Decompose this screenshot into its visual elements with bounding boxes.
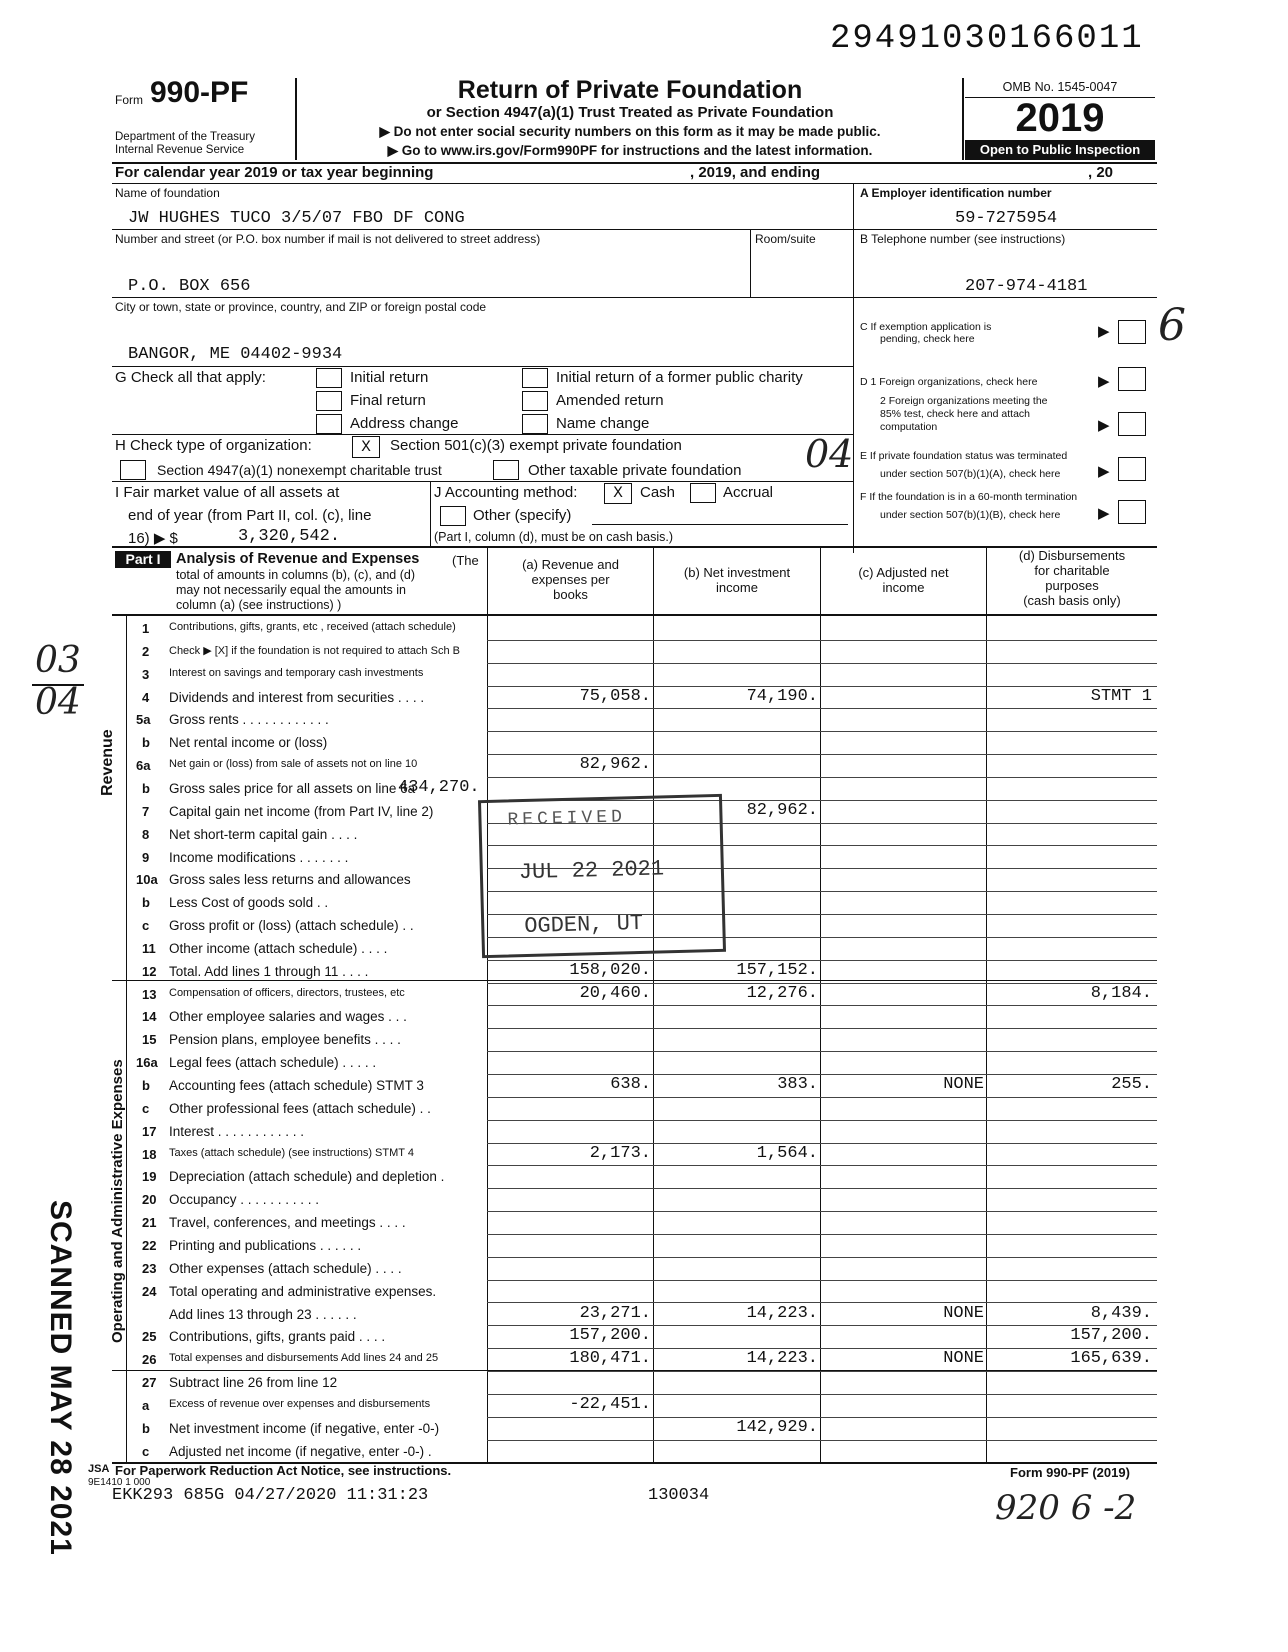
table-row bbox=[0, 1441, 1288, 1464]
cell-col-a[interactable]: 638. bbox=[610, 1075, 651, 1094]
table-row bbox=[0, 709, 1288, 732]
cell-col-a[interactable]: 82,962. bbox=[579, 755, 651, 775]
fmv-value[interactable]: 3,320,542. bbox=[238, 527, 341, 546]
table-row bbox=[0, 1281, 1288, 1304]
form-name: 990-PF bbox=[150, 76, 249, 109]
foundation-name[interactable]: JW HUGHES TUCO 3/5/07 FBO DF CONG bbox=[128, 209, 465, 228]
line-number: b bbox=[142, 780, 150, 796]
check-c-line2: pending, check here bbox=[880, 333, 975, 345]
part1-desc2: total of amounts in columns (b), (c), and (d) bbox=[176, 568, 415, 582]
line-description: Total operating and administrative expenses. bbox=[169, 1283, 437, 1299]
check-f1: F If the foundation is in a 60-month termination bbox=[860, 491, 1078, 503]
address-change-label: Address change bbox=[350, 415, 459, 432]
line-description: Less Cost of goods sold . . bbox=[169, 895, 329, 911]
part1-tag: Part I bbox=[115, 551, 171, 568]
line-number: a bbox=[142, 1397, 150, 1413]
line-number: 19 bbox=[142, 1169, 157, 1185]
section-i-line1: I Fair market value of all assets at bbox=[115, 484, 340, 501]
line-description: Gross rents . . . . . . . . . . . . bbox=[169, 712, 329, 728]
name-change-label: Name change bbox=[556, 415, 650, 432]
calendar-end: , 20 bbox=[1088, 164, 1114, 181]
document-id: 29491030166011 bbox=[830, 20, 1144, 58]
accrual-label: Accrual bbox=[723, 484, 774, 501]
line-description: Accounting fees (attach schedule) STMT 3 bbox=[169, 1078, 424, 1093]
line-description: Net short-term capital gain . . . . bbox=[169, 826, 358, 842]
footer-jsa: JSA bbox=[88, 1463, 110, 1475]
line-description: Gross sales price for all assets on line 6a bbox=[169, 780, 416, 796]
opt-501c3-label: Section 501(c)(3) exempt private foundation bbox=[390, 437, 682, 454]
line-description: Contributions, gifts, grants, etc , received (attach schedule) bbox=[169, 621, 456, 633]
cash-label: Cash bbox=[640, 484, 676, 501]
cell-col-d[interactable]: 165,639. bbox=[1070, 1349, 1152, 1369]
scanned-stamp: SCANNED MAY 28 2021 bbox=[44, 1200, 77, 1556]
footer-batch: EKK293 685G 04/27/2020 11:31:23 bbox=[112, 1486, 429, 1505]
table-row bbox=[0, 1258, 1288, 1281]
street-label: Number and street (or P.O. box number if mail is not delivered to street address) bbox=[115, 232, 541, 246]
tax-year: 2019 bbox=[1015, 96, 1105, 140]
table-row bbox=[0, 687, 1288, 710]
line-number: 21 bbox=[142, 1215, 157, 1231]
footer-form-ref: Form 990-PF (2019) bbox=[1010, 1465, 1130, 1480]
table-row bbox=[0, 755, 1288, 778]
line-number: 23 bbox=[142, 1260, 157, 1276]
cell-col-c[interactable]: NONE bbox=[943, 1349, 984, 1369]
line-number: 16a bbox=[136, 1055, 158, 1071]
check-d2b: 85% test, check here and attach bbox=[880, 408, 1031, 420]
table-row bbox=[0, 1395, 1288, 1418]
check-d2c: computation bbox=[880, 421, 938, 433]
line-description: Net gain or (loss) from sale of assets not on line 10 bbox=[169, 758, 418, 771]
line-number: 22 bbox=[142, 1237, 157, 1253]
line-number: 9 bbox=[142, 849, 150, 865]
check-d2a: 2 Foreign organizations meeting the bbox=[880, 395, 1048, 407]
line-number: b bbox=[142, 1078, 150, 1093]
line-description: Excess of revenue over expenses and disbursements bbox=[169, 1397, 431, 1410]
line-description: Gross profit or (loss) (attach schedule) . . bbox=[169, 918, 414, 934]
line-description: Total expenses and disbursements Add lines 24 and 25 bbox=[169, 1352, 439, 1365]
part1-desc3: may not necessarily equal the amounts in bbox=[176, 583, 406, 597]
amended-return-label: Amended return bbox=[556, 392, 664, 409]
calendar-year-label: For calendar year 2019 or tax year beginning bbox=[115, 164, 434, 181]
col-d-header: (d) Disbursements for charitable purposes (cash basis only) bbox=[1018, 548, 1126, 608]
line-number: b bbox=[142, 735, 150, 751]
handwritten-date-top: 03 bbox=[35, 640, 81, 681]
table-row bbox=[0, 984, 1288, 1007]
table-row bbox=[0, 732, 1288, 755]
cell-col-b[interactable]: 157,152. bbox=[736, 960, 818, 980]
opt-other-taxable-label: Other taxable private foundation bbox=[528, 462, 742, 479]
line-description: Capital gain net income (from Part IV, line 2) bbox=[169, 803, 434, 819]
cell-col-b[interactable]: 1,564. bbox=[756, 1143, 818, 1163]
table-row bbox=[0, 1144, 1288, 1167]
line-description: Income modifications . . . . . . . bbox=[169, 849, 349, 865]
cell-col-a[interactable]: 158,020. bbox=[569, 960, 651, 980]
initial-former-label: Initial return of a former public charity bbox=[556, 369, 803, 386]
checkbox-address-change[interactable] bbox=[316, 414, 342, 434]
table-row bbox=[0, 1326, 1288, 1349]
line-number: 27 bbox=[142, 1375, 157, 1391]
cell-col-d[interactable]: STMT 1 bbox=[1090, 686, 1152, 706]
cash-basis-note: (Part I, column (d), must be on cash basis.) bbox=[434, 530, 673, 544]
phone-label: B Telephone number (see instructions) bbox=[860, 232, 1066, 246]
form-subtitle: or Section 4947(a)(1) Trust Treated as Private Foundation bbox=[426, 104, 834, 121]
cell-col-b[interactable]: 12,276. bbox=[746, 983, 818, 1003]
line-number: c bbox=[142, 1443, 150, 1459]
line-number: 4 bbox=[142, 689, 150, 705]
line-number: b bbox=[142, 1420, 150, 1436]
line-description: Interest on savings and temporary cash investments bbox=[169, 666, 424, 679]
handwritten-bottom: 920 6 -2 bbox=[995, 1488, 1137, 1528]
footer-code: 9E1410 1 000 bbox=[88, 1477, 151, 1488]
checkbox-501c3[interactable]: X bbox=[352, 436, 380, 458]
table-row bbox=[0, 1235, 1288, 1258]
checkbox-amended-return[interactable] bbox=[522, 391, 548, 411]
table-row bbox=[0, 1166, 1288, 1189]
initial-return-label: Initial return bbox=[350, 369, 429, 386]
received-stamp: RECEIVED JUL 22 2021 OGDEN, UT bbox=[478, 794, 726, 958]
line-number: 15 bbox=[142, 1032, 157, 1048]
table-row bbox=[0, 1121, 1288, 1144]
line-number: 17 bbox=[142, 1123, 157, 1139]
table-row bbox=[0, 1372, 1288, 1395]
cell-col-a[interactable]: 75,058. bbox=[579, 686, 651, 706]
checkbox-initial-former[interactable] bbox=[522, 368, 548, 388]
section-i-line2: end of year (from Part II, col. (c), line bbox=[128, 507, 372, 524]
checkbox-4947[interactable] bbox=[120, 460, 146, 480]
line-description: Dividends and interest from securities . . . . bbox=[169, 689, 425, 705]
line-number: c bbox=[142, 1100, 150, 1116]
section-g-label: G Check all that apply: bbox=[115, 369, 266, 386]
line-description: Occupancy . . . . . . . . . . . bbox=[169, 1192, 320, 1208]
calendar-mid: , 2019, and ending bbox=[690, 164, 821, 181]
line-number: 13 bbox=[142, 986, 157, 1002]
line-number: 25 bbox=[142, 1329, 157, 1345]
room-label: Room/suite bbox=[755, 232, 816, 246]
opt-4947-label: Section 4947(a)(1) nonexempt charitable trust bbox=[157, 462, 442, 478]
line-description: Add lines 13 through 23 . . . . . . bbox=[169, 1306, 357, 1322]
cell-col-a[interactable]: 157,200. bbox=[569, 1326, 651, 1346]
cell-col-b[interactable]: 82,962. bbox=[746, 800, 818, 820]
part1-desc4: column (a) (see instructions) ) bbox=[176, 598, 342, 612]
cell-col-b[interactable]: 383. bbox=[777, 1075, 818, 1094]
table-row bbox=[0, 1029, 1288, 1052]
cell-col-d[interactable]: 8,439. bbox=[1090, 1303, 1152, 1323]
name-label: Name of foundation bbox=[115, 186, 220, 200]
handwritten-date-bottom: 04 bbox=[35, 682, 81, 723]
ssn-note: ▶ Do not enter social security numbers on this form as it may be made public. bbox=[379, 124, 881, 139]
check-c-line1: C If exemption application is bbox=[860, 321, 992, 333]
checkbox-e-terminated[interactable] bbox=[1118, 457, 1146, 481]
section-h-label: H Check type of organization: bbox=[115, 437, 312, 454]
line-number: 12 bbox=[142, 963, 157, 979]
table-row bbox=[0, 1098, 1288, 1121]
cell-col-b[interactable]: 142,929. bbox=[736, 1417, 818, 1437]
check-f2: under section 507(b)(1)(B), check here bbox=[880, 509, 1061, 521]
handwritten-six: 6 bbox=[1158, 300, 1186, 351]
footer-paperwork: For Paperwork Reduction Act Notice, see instructions. bbox=[115, 1463, 452, 1478]
line-description: Contributions, gifts, grants paid . . . . bbox=[169, 1329, 386, 1345]
check-e1: E If private foundation status was terminated bbox=[860, 450, 1068, 462]
omb-number: OMB No. 1545-0047 bbox=[1002, 80, 1118, 94]
cell-col-d[interactable]: 157,200. bbox=[1070, 1326, 1152, 1346]
line6b-value[interactable]: 434,270. bbox=[398, 778, 480, 797]
line-number: c bbox=[142, 918, 150, 934]
line-description: Net rental income or (loss) bbox=[169, 735, 328, 751]
checkbox-name-change[interactable] bbox=[522, 414, 548, 434]
line-description: Check ▶ [X] if the foundation is not required to attach Sch B bbox=[169, 644, 460, 657]
checkbox-d2-85pct[interactable] bbox=[1118, 412, 1146, 436]
line-number: 1 bbox=[142, 621, 150, 636]
footer-batch-number: 130034 bbox=[648, 1486, 710, 1505]
line-description: Other income (attach schedule) . . . . bbox=[169, 940, 388, 956]
line-description: Interest . . . . . . . . . . . . bbox=[169, 1123, 305, 1139]
cell-col-c[interactable]: NONE bbox=[943, 1303, 984, 1323]
line-description: Depreciation (attach schedule) and depletion . bbox=[169, 1169, 445, 1185]
line-description: Total. Add lines 1 through 11 . . . . bbox=[169, 963, 369, 979]
checkbox-cash[interactable]: X bbox=[604, 483, 632, 504]
table-row bbox=[0, 1075, 1288, 1098]
form-title: Return of Private Foundation bbox=[457, 76, 803, 104]
table-row bbox=[0, 1212, 1288, 1235]
city-label: City or town, state or province, country, and ZIP or foreign postal code bbox=[115, 300, 487, 314]
line-description: Net investment income (if negative, enter -0-) bbox=[169, 1420, 440, 1436]
cell-col-c[interactable]: NONE bbox=[943, 1075, 984, 1094]
checkbox-f-60month[interactable] bbox=[1118, 500, 1146, 524]
cell-col-d[interactable]: 255. bbox=[1111, 1075, 1152, 1094]
line-number: 14 bbox=[142, 1009, 157, 1025]
part1-desc1: (The bbox=[452, 553, 479, 568]
col-b-header: (b) Net investment income bbox=[683, 565, 791, 595]
city-address[interactable]: BANGOR, ME 04402-9934 bbox=[128, 345, 343, 364]
line-number: 3 bbox=[142, 666, 150, 682]
table-row bbox=[0, 618, 1288, 641]
cell-col-a[interactable]: 23,271. bbox=[579, 1303, 651, 1323]
ein-label: A Employer identification number bbox=[860, 186, 1052, 200]
cell-col-b[interactable]: 74,190. bbox=[746, 686, 818, 706]
line-number: b bbox=[142, 895, 150, 911]
line-description: Pension plans, employee benefits . . . . bbox=[169, 1032, 401, 1048]
line-description: Printing and publications . . . . . . bbox=[169, 1237, 362, 1253]
line-description: Adjusted net income (if negative, enter -0-) . bbox=[169, 1443, 432, 1459]
section-i-line3: 16) ▶ $ bbox=[128, 530, 178, 547]
section-j-label: J Accounting method: bbox=[434, 484, 578, 501]
line-description: Subtract line 26 from line 12 bbox=[169, 1375, 338, 1391]
revenue-side-label: Revenue bbox=[99, 729, 116, 796]
table-row bbox=[0, 961, 1288, 984]
phone-value[interactable]: 207-974-4181 bbox=[965, 277, 1088, 296]
checkbox-d1-foreign[interactable] bbox=[1118, 367, 1146, 391]
line-number: 7 bbox=[142, 803, 150, 819]
line-description: Other professional fees (attach schedule) . . bbox=[169, 1100, 431, 1116]
line-description: Other employee salaries and wages . . . bbox=[169, 1009, 407, 1025]
cell-col-a[interactable]: -22,451. bbox=[569, 1394, 651, 1414]
line-number: 11 bbox=[142, 940, 156, 956]
line-description: Gross sales less returns and allowances bbox=[169, 872, 411, 888]
line-description: Taxes (attach schedule) (see instructions) STMT 4 bbox=[169, 1146, 414, 1159]
table-row bbox=[0, 1349, 1288, 1372]
line-number: 6a bbox=[136, 758, 151, 774]
form-prefix: Form bbox=[115, 93, 143, 107]
cell-col-a[interactable]: 180,471. bbox=[569, 1349, 651, 1369]
line-description: Legal fees (attach schedule) . . . . . bbox=[169, 1055, 377, 1071]
table-row bbox=[0, 1006, 1288, 1029]
handwritten-04: 04 bbox=[805, 432, 854, 476]
line-number: 20 bbox=[142, 1192, 157, 1208]
expenses-side-label: Operating and Administrative Expenses bbox=[109, 1059, 126, 1343]
check-d1: D 1 Foreign organizations, check here bbox=[860, 376, 1038, 388]
line-number: 18 bbox=[142, 1146, 157, 1162]
website-note: ▶ Go to www.irs.gov/Form990PF for instructions and the latest information. bbox=[387, 143, 873, 158]
table-row bbox=[0, 664, 1288, 687]
other-method-label: Other (specify) bbox=[473, 507, 572, 524]
checkbox-accrual[interactable] bbox=[690, 483, 716, 503]
open-inspection-banner: Open to Public Inspection bbox=[965, 140, 1155, 160]
part1-title: Analysis of Revenue and Expenses bbox=[176, 551, 420, 567]
line-description: Other expenses (attach schedule) . . . . bbox=[169, 1260, 402, 1276]
cell-col-d[interactable]: 8,184. bbox=[1090, 983, 1152, 1003]
col-c-header: (c) Adjusted net income bbox=[858, 565, 949, 595]
checkbox-other-taxable[interactable] bbox=[493, 460, 519, 480]
checkbox-initial-return[interactable] bbox=[316, 368, 342, 388]
line-number: 24 bbox=[142, 1283, 157, 1299]
final-return-label: Final return bbox=[350, 392, 426, 409]
table-row bbox=[0, 1052, 1288, 1075]
table-row bbox=[0, 1304, 1288, 1327]
cell-col-a[interactable]: 20,460. bbox=[579, 983, 651, 1003]
cell-col-b[interactable]: 14,223. bbox=[746, 1303, 818, 1323]
checkbox-other-method[interactable] bbox=[440, 506, 466, 526]
cell-col-b[interactable]: 14,223. bbox=[746, 1349, 818, 1369]
table-row bbox=[0, 1418, 1288, 1441]
check-e2: under section 507(b)(1)(A), check here bbox=[880, 468, 1061, 480]
department: Department of the Treasury bbox=[115, 131, 255, 143]
irs-label: Internal Revenue Service bbox=[115, 144, 245, 156]
table-row bbox=[0, 1189, 1288, 1212]
checkbox-c-pending[interactable] bbox=[1118, 320, 1146, 344]
line-number: 5a bbox=[136, 712, 151, 728]
col-a-header: (a) Revenue and expenses per books bbox=[522, 557, 619, 602]
line-description: Compensation of officers, directors, trustees, etc bbox=[169, 986, 405, 999]
line-number: 26 bbox=[142, 1352, 157, 1368]
ein-value[interactable]: 59-7275954 bbox=[955, 209, 1058, 228]
line-number: 2 bbox=[142, 643, 150, 659]
table-row bbox=[0, 641, 1288, 664]
checkbox-final-return[interactable] bbox=[316, 391, 342, 411]
line-description: Travel, conferences, and meetings . . . . bbox=[169, 1215, 406, 1231]
cell-col-a[interactable]: 2,173. bbox=[589, 1143, 651, 1163]
street-address[interactable]: P.O. BOX 656 bbox=[128, 277, 251, 296]
line-number: 10a bbox=[136, 872, 158, 888]
line-number: 8 bbox=[142, 826, 150, 842]
